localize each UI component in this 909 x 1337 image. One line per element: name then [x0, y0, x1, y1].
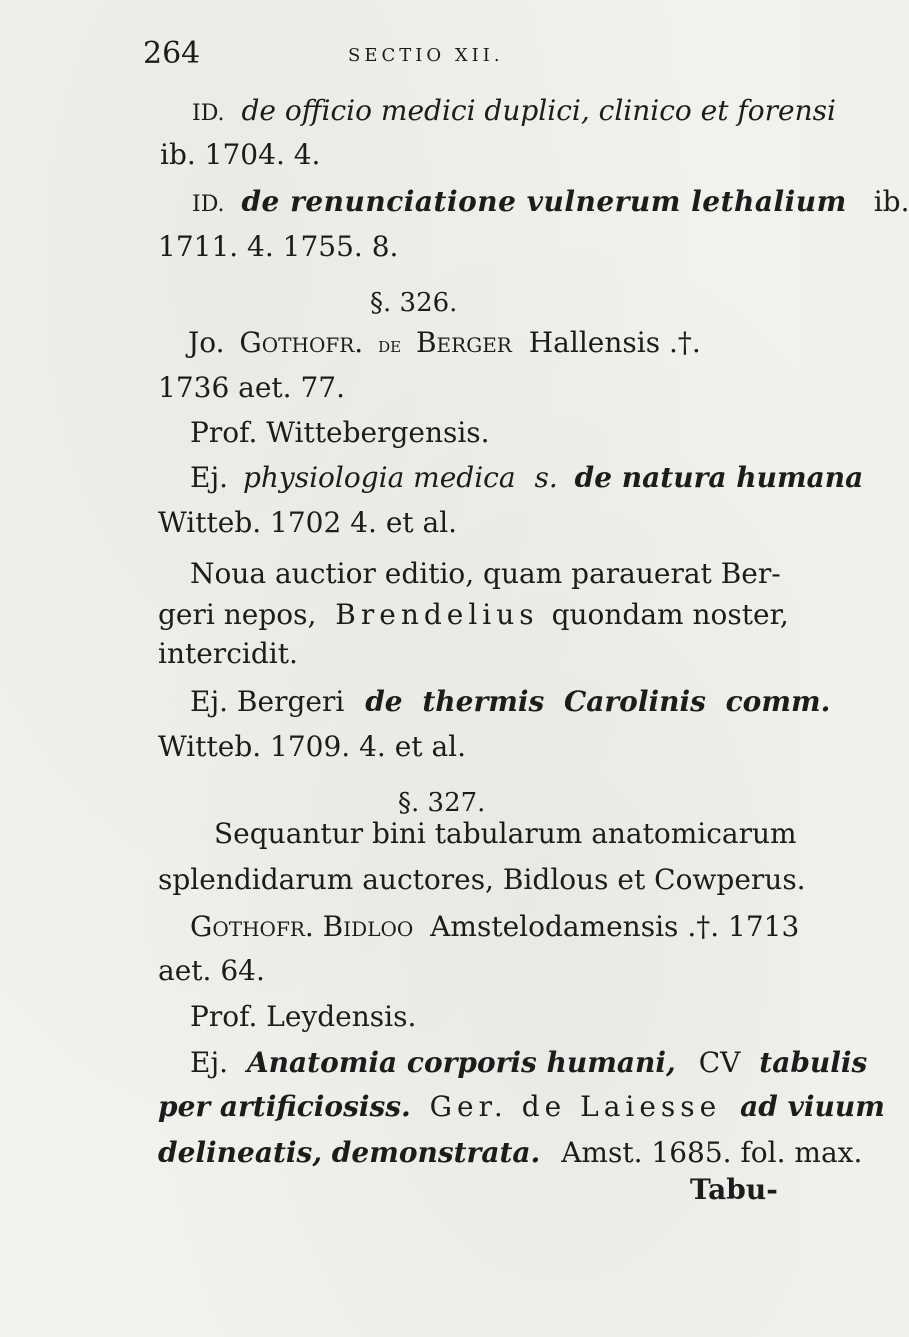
page-number: 264: [143, 36, 201, 71]
text-line-1: [192, 93, 836, 132]
title-italic: de natura humana: [574, 461, 864, 494]
title-italic: ad viuum: [740, 1090, 885, 1123]
author-name: Gothofr.: [239, 326, 364, 359]
text-fragment: Amst. 1685. fol. max.: [561, 1136, 863, 1169]
text-line-5: [188, 325, 701, 364]
text-fragment: quondam noster,: [551, 598, 789, 631]
section-mark-327: §. 327.: [398, 788, 486, 818]
title-italic: s.: [534, 461, 558, 494]
text-line-6: 1736 aet. 77.: [158, 371, 346, 404]
title-italic: Anatomia corporis humani,: [246, 1046, 676, 1079]
title-italic: per artificiosiss.: [158, 1090, 411, 1123]
catchword: Tabu-: [690, 1173, 778, 1206]
text-fragment: Ej.: [190, 1046, 229, 1079]
text-line-9: Witteb. 1702 4. et al.: [158, 506, 458, 539]
title-italic: physiologia medica: [242, 461, 516, 494]
text-fragment: Hallensis .†.: [528, 326, 701, 359]
text-fragment: geri nepos,: [158, 598, 317, 631]
text-line-16: splendidarum auctores, Bidlous et Cowperus.: [158, 863, 806, 896]
abbr-id: ID.: [192, 192, 225, 217]
text-fragment: Ej. Bergeri: [190, 685, 345, 718]
text-line-15: Sequantur bini tabularum anatomicarum: [214, 817, 797, 850]
text-line-21: [158, 1089, 885, 1125]
title-italic: tabulis: [759, 1046, 868, 1079]
title-italic: delineatis, demonstrata.: [158, 1136, 541, 1169]
text-fragment: CV: [698, 1046, 741, 1079]
text-line-8: [190, 460, 863, 496]
text-line-12: intercidit.: [158, 637, 298, 670]
text-line-7: Prof. Wittebergensis.: [190, 416, 490, 449]
title-italic: de officio medici duplici, clinico et forensi: [241, 94, 836, 127]
text-line-3: [192, 184, 909, 223]
text-line-22: [158, 1135, 862, 1171]
abbr-id: ID.: [192, 101, 225, 126]
title-italic: de renunciatione vulnerum lethalium: [241, 185, 847, 218]
text-fragment: Ej.: [190, 461, 229, 494]
text-fragment: Amstelodamensis .†. 1713: [430, 910, 800, 943]
running-header: SECTIO XII.: [348, 45, 504, 66]
author-name: de: [378, 333, 402, 358]
text-line-10: Noua auctior editio, quam parauerat Ber-: [190, 557, 781, 590]
text-line-4: 1711. 4. 1755. 8.: [158, 230, 399, 263]
text-line-17: [190, 909, 799, 945]
author-name: Ger. de Laiesse: [429, 1090, 722, 1123]
text-line-20: [190, 1045, 867, 1081]
text-line-18: aet. 64.: [158, 954, 265, 987]
text-line-13: [190, 684, 830, 720]
author-name: Brendelius: [335, 598, 539, 631]
text-line-11: [158, 597, 789, 633]
title-italic: de thermis Carolinis comm.: [365, 685, 831, 718]
author-name: Berger: [415, 326, 512, 359]
text-fragment: ib.: [873, 185, 909, 218]
section-mark-326: §. 326.: [370, 288, 458, 318]
text-line-19: Prof. Leydensis.: [190, 1000, 417, 1033]
text-line-14: Witteb. 1709. 4. et al.: [158, 730, 466, 763]
text-fragment: Jo.: [188, 326, 225, 359]
author-name: Gothofr. Bidloo: [190, 910, 414, 943]
text-line-2: ib. 1704. 4.: [160, 138, 321, 171]
